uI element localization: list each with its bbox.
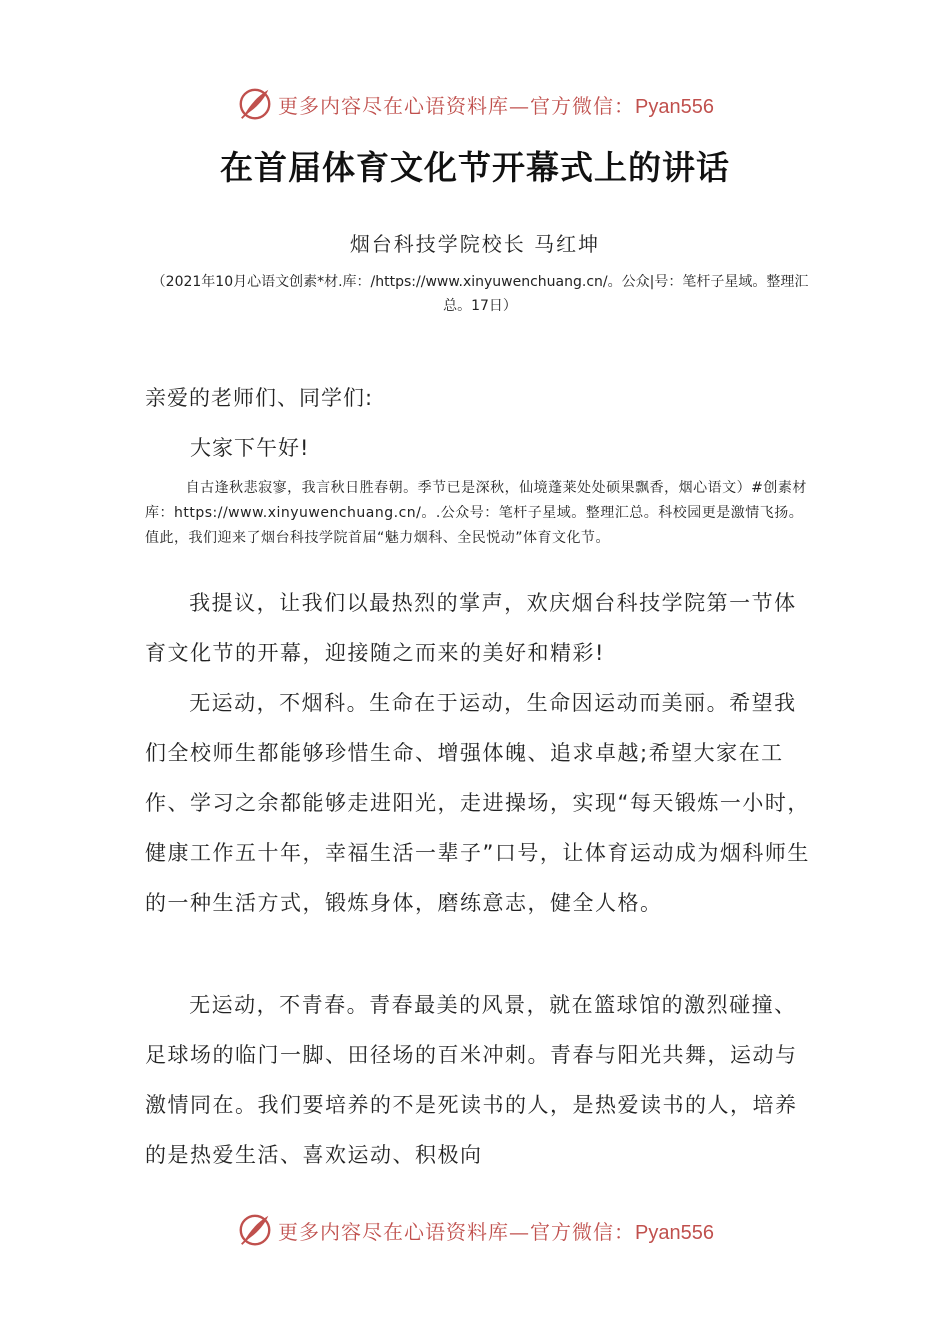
- header-banner: [0, 82, 950, 126]
- salutation: 亲爱的老师们、同学们:: [145, 386, 374, 410]
- wechat-id: Pyan556: [635, 1221, 714, 1244]
- greeting: 大家下午好!: [190, 436, 310, 460]
- wechat-id: Pyan556: [635, 95, 714, 118]
- paragraph-3: 无运动，不青春。青春最美的风景，就在篮球馆的激烈碰撞、足球场的临门一脚、田径场的百米冲刺。青春与阳光共舞，运动与激情同在。我们要培养的不是死读书的人，是热爱读书的人，培养的是热爱生活、喜欢运动、积极向: [145, 993, 798, 1167]
- quill-logo-icon: [236, 1211, 274, 1249]
- paragraph-1: 我提议，让我们以最热烈的掌声，欢庆烟台科技学院第一节体育文化节的开幕，迎接随之而来的美好和精彩!: [145, 591, 797, 665]
- paragraph-2: 无运动，不烟科。生命在于运动，生命因运动而美丽。希望我们全校师生都能够珍惜生命、增强体魄、追求卓越;希望大家在工作、学习之余都能够走进阳光，走进操场，实现“每天锻炼一小时，健康工作五十年，幸福生活一辈子”口号，让体育运动成为烟科师生的一种生活方式，锻炼身体，磨练意志，健全人格。: [145, 691, 810, 915]
- banner-text: 更多内容尽在心语资料库—官方微信：Pyan556: [278, 93, 714, 118]
- banner-text: 更多内容尽在心语资料库—官方微信：Pyan556: [278, 1219, 714, 1244]
- source-note: （2021年10月心语文创素*材.库：/https://www.xinyuwenchuang.cn/。公众|号：笔杆子星域。整理汇总。17日）: [151, 274, 809, 314]
- author-line: 烟台科技学院校长 马红坤: [349, 232, 601, 256]
- footer-banner: [0, 1208, 950, 1252]
- quill-logo-icon: [236, 85, 274, 123]
- small-paragraph: 自古逢秋悲寂寥，我言秋日胜春朝。季节已是深秋，仙境蓬莱处处硕果飘香，烟心语文）#创素材库：https://www.xinyuwenchuang.cn/。.公众号：笔杆子星域。整理汇总。科校园更是激情飞扬。值此，我们迎来了烟台科技学院首届“魅力烟科、全民悦动”体育文化节。: [145, 480, 807, 546]
- page-title: 在首届体育文化节开幕式上的讲话: [220, 148, 730, 187]
